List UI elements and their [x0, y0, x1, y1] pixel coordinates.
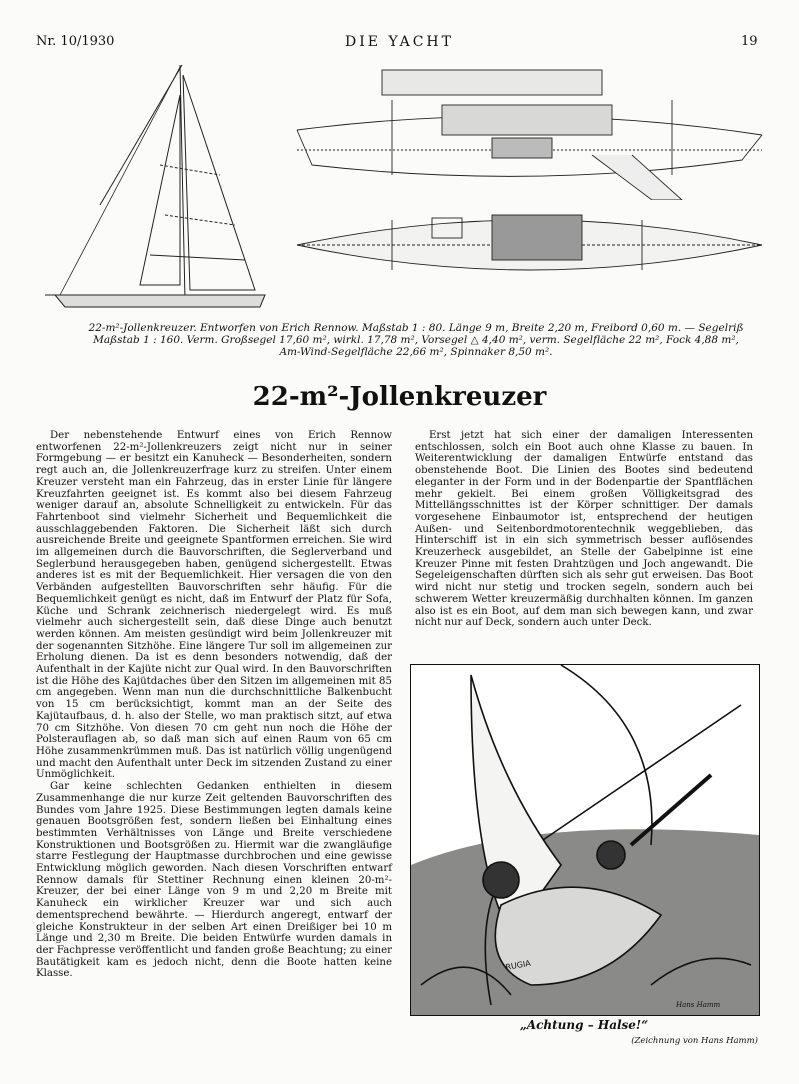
cartoon-credit: (Zeichnung von Hans Hamm) [631, 1036, 758, 1046]
cartoon-boat-name: RUGIA [504, 958, 532, 972]
journal-title: DIE YACHT [345, 34, 454, 50]
hull-profile-drawing [292, 60, 767, 200]
caption-line-2: Maßstab 1 : 160. Verm. Großsegel 17,60 m², wirkl. 17,78 m², Vorsegel △ 4,40 m², verm. Segelfläche 22 m², Fock 4,88 m², [93, 334, 739, 346]
left-column [36, 430, 392, 980]
paragraph: Erst jetzt hat sich einer der damaligen Interessenten entschlossen, solch ein Boot auch ohne Klasse zu bauen. In Weiterentwicklung der damaligen Entwürfe entstand das obenstehende Boot. Die Linien des Bootes sind bedeutend eleganter in der Form und in der Bodenpartie der Spantflächen mehr gekielt. Bei einem großen Völligkeitsgrad des Mittellängsschnittes ist der Körper schnittiger. Der damals vorgesehene Einbaumotor ist, entsprechend der heutigen Außen- und Seitenbordmotorentechnik weggeblieben, das Hinterschiff ist in ein sich symmetrisch besser auflösendes Kreuzerheck ausgebildet, an Stelle der Gabelpinne ist eine Kreuzer Pinne mit festen Drahtzügen und Joch angewandt. Die Segeleigenschaften dürften sich als sehr gut erweisen. Das Boot wird nicht nur stetig und trocken segeln, sondern auch bei schwerem Wetter kreuzermäßig durchhalten können. Im ganzen also ist es ein Boot, auf dem man sich bewegen kann, und zwar nicht nur auf Deck, sondern auch unter Deck. [415, 430, 753, 629]
sail-plan-drawing [40, 55, 270, 320]
cartoon-caption: „Achtung – Halse!“ [519, 1018, 649, 1032]
page-number: 19 [741, 34, 758, 49]
cartoon-signature: Hans Hamm [676, 1001, 721, 1009]
deck-plan-drawing [292, 200, 767, 290]
caption-line-3: Am-Wind-Segelfläche 22,66 m², Spinnaker 8,50 m². [279, 346, 553, 358]
cartoon-illustration [410, 664, 760, 1016]
paragraph: Gar keine schlechten Gedanken enthielten in diesem Zusammenhange die nur kurze Zeit geltenden Bauvorschriften des Bundes vom Jahre 1925. Diese Bestimmungen legten damals keine genauen Bootsgrößen fest, sondern ließen bei Einhaltung eines bestimmten Verhältnisses von Länge und Breite verschiedene Konstruktionen und Bootsgrößen zu. Hiermit war die zwangläufige starre Festlegung der Hauptmasse durchbrochen und eine gewisse Entwicklung möglich geworden. Nach diesen Vorschriften entwarf Rennow damals für Stettiner Rechnung einen kleinen 20-m²-Kreuzer, der bei einer Länge von 9 m und 2,20 m Breite mit Kanuheck ein wirklicher Kreuzer war und sich auch dementsprechend bewährte. — Hierdurch angeregt, entwarf der gleiche Konstrukteur in der selben Art einen Dreißiger bei 10 m Länge und 2,30 m Breite. Die beiden Entwürfe wurden damals in der Fachpresse veröffentlicht und fanden große Beachtung; zu einer Bautätigkeit kam es jedoch nicht, denn die Boote hatten keine Klasse. [36, 781, 392, 980]
article-title: 22-m²-Jollenkreuzer [252, 382, 547, 412]
paragraph: Der nebenstehende Entwurf eines von Erich Rennow entworfenen 22-m²-Jollenkreuzers zeigt nicht nur in seiner Formgebung — er besitzt ein Kanuheck — Besonderheiten, sondern regt auch an, die Jollenkreuzerfrage kurz zu streifen. Unter einem Kreuzer versteht man ein Fahrzeug, das in erster Linie für längere Kreuzfahrten geeignet ist. Es kommt also bei diesem Fahrzeug weniger darauf an, absolute Schnelligkeit zu entwickeln. Für das Fahrtenboot sind vielmehr Sicherheit und Bequemlichkeit die ausschlaggebenden Faktoren. Die Sicherheit läßt sich durch ausreichende Breite und geeignete Spantformen erreichen. Sie wird im allgemeinen durch die Bauvorschriften, die Seglerverband und Seglerbund herausgegeben haben, genügend sichergestellt. Etwas anderes ist es mit der Bequemlichkeit. Hier versagen die von den Verbänden aufgestellten Bauvorschriften sehr häufig. Für die Bequemlichkeit genügt es nicht, daß im Entwurf der Platz für Sofa, Küche und Schrank zeichnerisch niedergelegt wird. Es muß vielmehr auch sichergestellt sein, daß diese Dinge auch benutzt werden können. Am meisten gesündigt wird beim Jollenkreuzer mit der sogenannten Sitzhöhe. Eine längere Tur soll im allgemeinen zur Erholung dienen. Da ist es denn besonders notwendig, daß der Aufenthalt in der Kajüte nicht zur Qual wird. In den Bauvorschriften ist die Höhe des Kajütdaches über den Sitzen im allgemeinen mit 85 cm angegeben. Wenn man nun die durchschnittliche Balkenbucht von 15 cm berücksichtigt, kommt man an der Seite des Kajütaufbaus, d. h. also der Stelle, wo man praktisch sitzt, auf etwa 70 cm Sitzhöhe. Von diesen 70 cm geht nun noch die Höhe der Polsterauflagen ab, so daß man sich auf einen Raum von 65 cm Höhe zusammenkrümmen muß. Das ist natürlich völlig ungenügend und macht den Aufenthalt unter Deck im sitzenden Zustand zu einer Unmöglichkeit. [36, 430, 392, 781]
issue-number: Nr. 10/1930 [36, 34, 115, 49]
caption-line-1: 22-m²-Jollenkreuzer. Entworfen von Erich Rennow. Maßstab 1 : 80. Länge 9 m, Breite 2,20 m, Freibord 0,60 m. — Segelriß [88, 322, 744, 334]
right-column [415, 430, 753, 629]
figure-caption [60, 322, 772, 358]
